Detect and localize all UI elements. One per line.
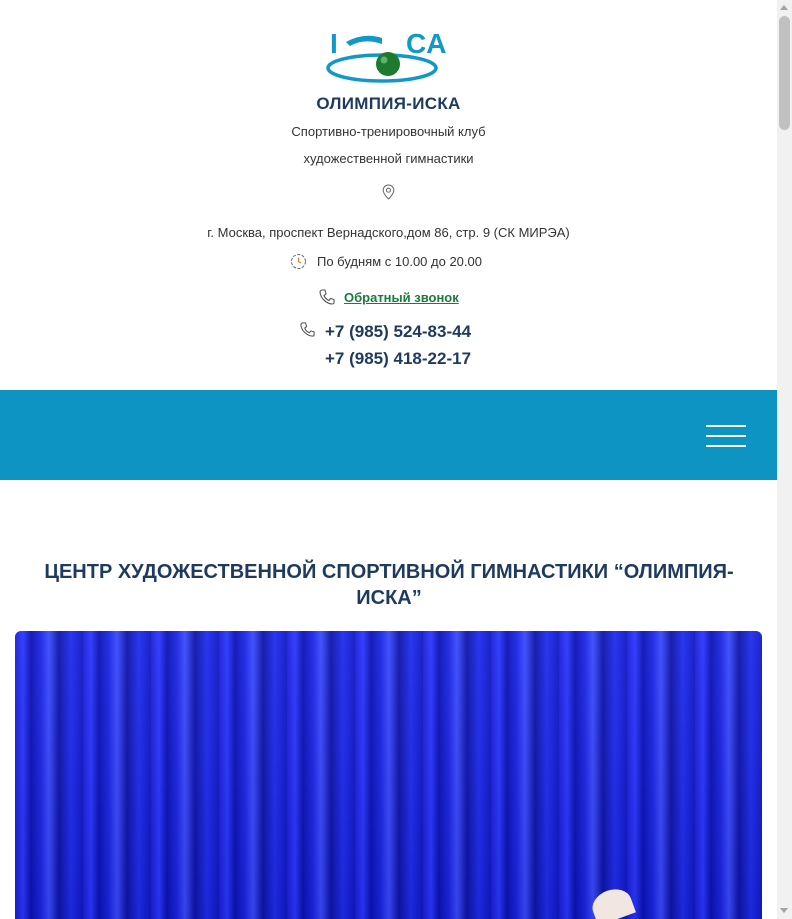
main-heading: ЦЕНТР ХУДОЖЕСТВЕННОЙ СПОРТИВНОЙ ГИМНАСТИКИ “ОЛИМПИЯ-ИСКА” [44,561,734,609]
phone-number-2[interactable]: +7 (985) 418-22-17 [325,349,472,368]
hours-text: По будням с 10.00 до 20.00 [317,253,482,269]
svg-text:CA: CA [406,28,447,59]
tagline-line2: художественной гимнастики [303,151,474,166]
site-name[interactable]: ОЛИМПИЯ-ИСКА [316,94,461,113]
scroll-down-icon[interactable] [780,908,788,913]
scrollbar-track[interactable] [777,0,792,919]
callback-link[interactable]: Обратный звонок [344,289,459,305]
menu-line [706,425,746,427]
phone-number-1[interactable]: +7 (985) 524-83-44 [325,322,472,341]
clock-icon [290,253,307,270]
working-hours [290,252,482,270]
scroll-up-icon[interactable] [780,5,788,10]
callback-row [318,288,459,306]
tagline-line1: Спортивно-тренировочный клуб [291,124,486,139]
scrollbar-thumb[interactable] [779,16,790,130]
navbar [0,390,777,480]
phone-icon [318,288,336,306]
phone-icon [299,321,316,338]
hero-image [15,631,762,919]
location-pin-icon [382,184,395,200]
address: г. Москва, проспект Вернадского,дом 86, стр. 9 (СК МИРЭА) [207,225,570,240]
isca-logo[interactable] [324,26,454,86]
hamburger-menu-icon[interactable] [706,423,746,447]
menu-line [706,435,746,437]
menu-line [706,445,746,447]
svg-text:I: I [330,28,338,59]
